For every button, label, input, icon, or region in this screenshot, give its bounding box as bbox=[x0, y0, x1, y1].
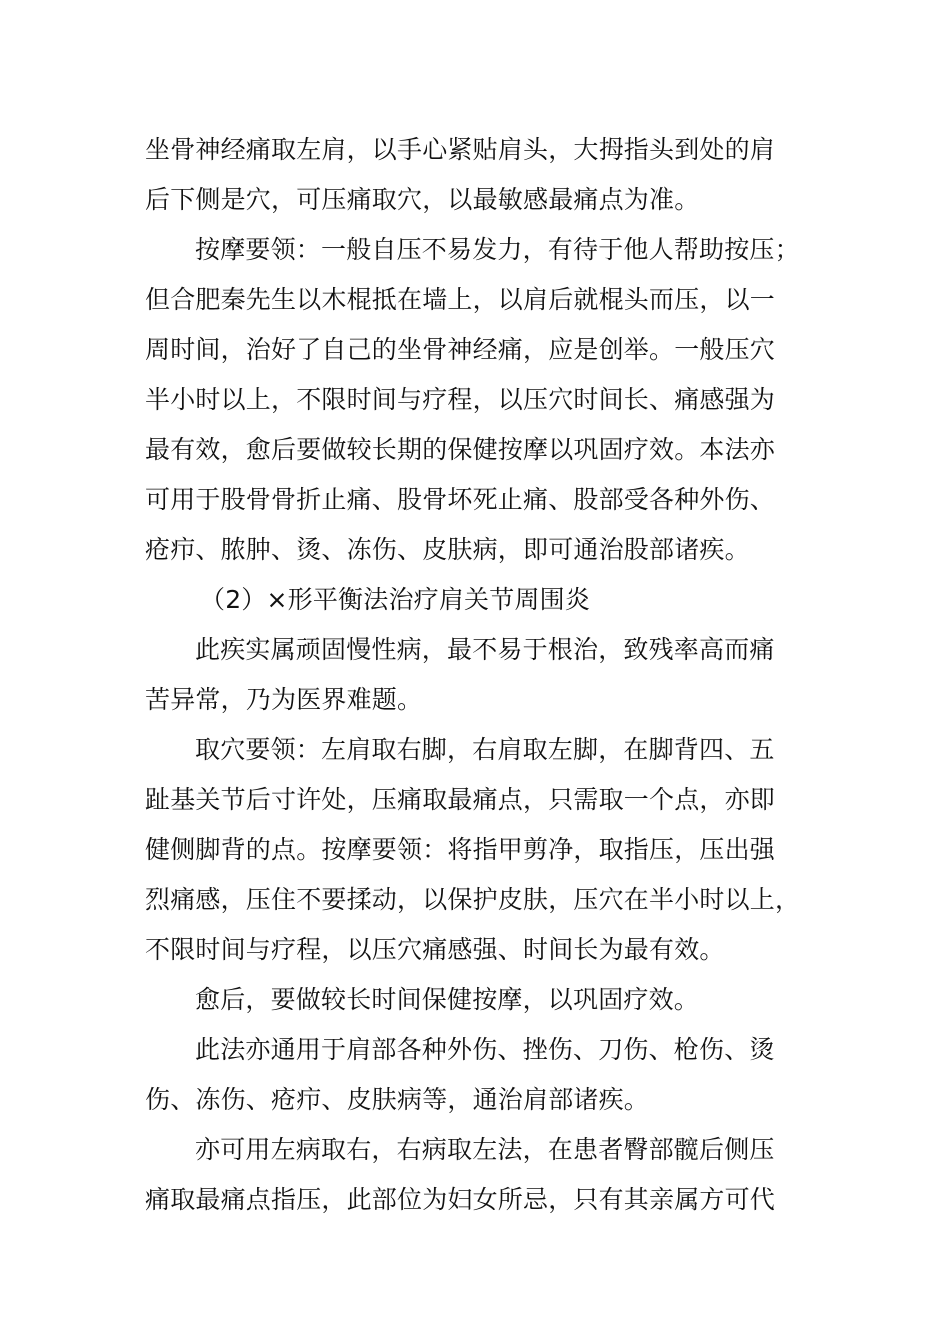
text-line: 周时间，治好了自己的坐骨神经痛，应是创举。一般压穴 bbox=[145, 335, 776, 364]
text-line: 亦可用左病取右，右病取左法，在患者臀部髋后侧压 bbox=[195, 1135, 775, 1164]
text-line: 但合肥秦先生以木棍抵在墙上，以肩后就棍头而压，以一 bbox=[145, 285, 776, 314]
text-line: 不限时间与疗程，以压穴痛感强、时间长为最有效。 bbox=[145, 935, 725, 964]
text-line: 可用于股骨骨折止痛、股骨坏死止痛、股部受各种外伤、 bbox=[145, 485, 776, 514]
text-line: 此法亦通用于肩部各种外伤、挫伤、刀伤、枪伤、烫 bbox=[195, 1035, 775, 1064]
text-line: 最有效，愈后要做较长期的保健按摩以巩固疗效。本法亦 bbox=[145, 435, 776, 464]
text-line: 趾基关节后寸许处，压痛取最痛点，只需取一个点，亦即 bbox=[145, 785, 776, 814]
text-line: 愈后，要做较长时间保健按摩，以巩固疗效。 bbox=[195, 985, 700, 1014]
text-line: 烈痛感，压住不要揉动，以保护皮肤，压穴在半小时以上， bbox=[145, 885, 801, 914]
text-line: 痛取最痛点指压，此部位为妇女所忌，只有其亲属方可代 bbox=[145, 1185, 776, 1214]
section-heading: （2）×形平衡法治疗肩关节周围炎 bbox=[200, 585, 591, 614]
text-line: 健侧脚背的点。按摩要领：将指甲剪净，取指压，压出强 bbox=[145, 835, 776, 864]
text-line: 伤、冻伤、疮疖、皮肤病等，通治肩部诸疾。 bbox=[145, 1085, 650, 1114]
text-line: 取穴要领：左肩取右脚，右肩取左脚，在脚背四、五 bbox=[195, 735, 775, 764]
text-line: 疮疖、脓肿、烫、冻伤、皮肤病，即可通治股部诸疾。 bbox=[145, 535, 750, 564]
text-line: 后下侧是穴，可压痛取穴，以最敏感最痛点为准。 bbox=[145, 185, 700, 214]
text-line: 坐骨神经痛取左肩，以手心紧贴肩头，大拇指头到处的肩 bbox=[145, 135, 776, 164]
text-line: 按摩要领：一般自压不易发力，有待于他人帮助按压； bbox=[195, 235, 800, 264]
text-line: 半小时以上，不限时间与疗程，以压穴时间长、痛感强为 bbox=[145, 385, 776, 414]
text-line: 此疾实属顽固慢性病，最不易于根治，致残率高而痛 bbox=[195, 635, 775, 664]
text-line: 苦异常，乃为医界难题。 bbox=[145, 685, 423, 714]
